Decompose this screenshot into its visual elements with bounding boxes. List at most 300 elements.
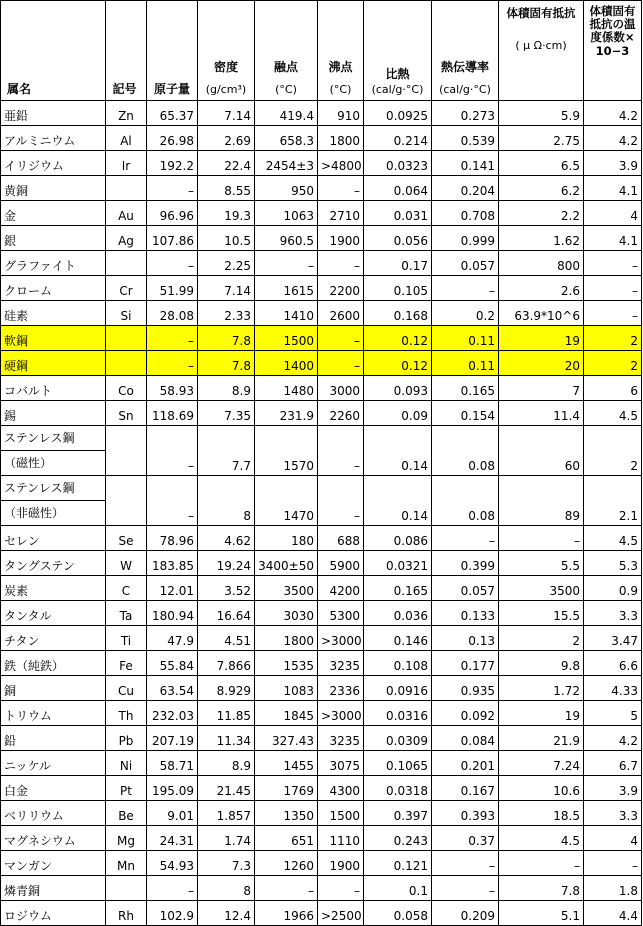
cell-name[interactable]: 銀: [1, 226, 106, 251]
cell-symbol[interactable]: Mg: [106, 826, 147, 851]
cell-density[interactable]: 7.14: [198, 276, 255, 301]
cell-resistivity[interactable]: 2.2: [499, 201, 584, 226]
cell-boiling-point[interactable]: 2260: [318, 401, 364, 426]
cell-atomic-weight[interactable]: 9.01: [147, 801, 198, 826]
cell-specific-heat[interactable]: 0.243: [364, 826, 432, 851]
cell-temp-coeff[interactable]: 2: [584, 326, 642, 351]
cell-specific-heat[interactable]: 0.0925: [364, 101, 432, 126]
cell-temp-coeff[interactable]: 4.5: [584, 526, 642, 551]
cell-thermal-conductivity[interactable]: 0.2: [432, 301, 499, 326]
cell-thermal-conductivity[interactable]: 0.708: [432, 201, 499, 226]
cell-specific-heat[interactable]: 0.146: [364, 626, 432, 651]
cell-resistivity[interactable]: 4.5: [499, 826, 584, 851]
cell-symbol[interactable]: Fe: [106, 651, 147, 676]
cell-temp-coeff[interactable]: 4.2: [584, 101, 642, 126]
cell-atomic-weight[interactable]: 183.85: [147, 551, 198, 576]
cell-boiling-point[interactable]: 4300: [318, 776, 364, 801]
cell-temp-coeff[interactable]: 6.6: [584, 651, 642, 676]
cell-temp-coeff[interactable]: 4.1: [584, 226, 642, 251]
cell-atomic-weight[interactable]: 118.69: [147, 401, 198, 426]
cell-melting-point[interactable]: 327.43: [255, 726, 318, 751]
cell-temp-coeff[interactable]: 3.3: [584, 601, 642, 626]
cell-specific-heat[interactable]: 0.214: [364, 126, 432, 151]
cell-atomic-weight[interactable]: –: [147, 876, 198, 901]
cell-melting-point[interactable]: 1410: [255, 301, 318, 326]
cell-specific-heat[interactable]: 0.14: [364, 426, 432, 476]
cell-density[interactable]: 19.3: [198, 201, 255, 226]
cell-resistivity[interactable]: 2.75: [499, 126, 584, 151]
cell-specific-heat[interactable]: 0.1065: [364, 751, 432, 776]
cell-melting-point[interactable]: 658.3: [255, 126, 318, 151]
cell-symbol[interactable]: Mn: [106, 851, 147, 876]
cell-name[interactable]: コバルト: [1, 376, 106, 401]
header-cell-resistivity[interactable]: [499, 1, 584, 101]
cell-specific-heat[interactable]: 0.168: [364, 301, 432, 326]
cell-specific-heat[interactable]: 0.12: [364, 351, 432, 376]
cell-density[interactable]: 4.62: [198, 526, 255, 551]
cell-atomic-weight[interactable]: –: [147, 426, 198, 476]
cell-density[interactable]: 8.929: [198, 676, 255, 701]
cell-symbol[interactable]: [106, 876, 147, 901]
cell-name[interactable]: アルミニウム: [1, 126, 106, 151]
cell-resistivity[interactable]: 6.5: [499, 151, 584, 176]
cell-temp-coeff[interactable]: –: [584, 276, 642, 301]
cell-specific-heat[interactable]: 0.036: [364, 601, 432, 626]
cell-resistivity[interactable]: 19: [499, 701, 584, 726]
cell-atomic-weight[interactable]: 51.99: [147, 276, 198, 301]
cell-symbol[interactable]: Cu: [106, 676, 147, 701]
cell-name[interactable]: 錫: [1, 401, 106, 426]
cell-density[interactable]: 11.85: [198, 701, 255, 726]
cell-density[interactable]: 1.857: [198, 801, 255, 826]
cell-resistivity[interactable]: 18.5: [499, 801, 584, 826]
cell-resistivity[interactable]: 1.62: [499, 226, 584, 251]
cell-symbol[interactable]: Au: [106, 201, 147, 226]
cell-melting-point[interactable]: 3030: [255, 601, 318, 626]
cell-symbol[interactable]: Ta: [106, 601, 147, 626]
cell-melting-point[interactable]: 419.4: [255, 101, 318, 126]
cell-specific-heat[interactable]: 0.17: [364, 251, 432, 276]
cell-boiling-point[interactable]: –: [318, 251, 364, 276]
cell-boiling-point[interactable]: –: [318, 476, 364, 526]
cell-melting-point[interactable]: 180: [255, 526, 318, 551]
cell-specific-heat[interactable]: 0.058: [364, 901, 432, 926]
cell-atomic-weight[interactable]: –: [147, 326, 198, 351]
cell-boiling-point[interactable]: 2710: [318, 201, 364, 226]
cell-resistivity[interactable]: 15.5: [499, 601, 584, 626]
cell-name[interactable]: 燐青銅: [1, 876, 106, 901]
cell-boiling-point[interactable]: 4200: [318, 576, 364, 601]
cell-temp-coeff[interactable]: 6: [584, 376, 642, 401]
cell-name[interactable]: 鉄（純鉄）: [1, 651, 106, 676]
cell-name[interactable]: 鉛: [1, 726, 106, 751]
cell-boiling-point[interactable]: 1110: [318, 826, 364, 851]
cell-melting-point[interactable]: 1480: [255, 376, 318, 401]
cell-name[interactable]: 金: [1, 201, 106, 226]
header-cell-melting-point[interactable]: [255, 1, 318, 101]
cell-temp-coeff[interactable]: 0.9: [584, 576, 642, 601]
cell-resistivity[interactable]: 60: [499, 426, 584, 476]
cell-density[interactable]: 8: [198, 476, 255, 526]
cell-melting-point[interactable]: 231.9: [255, 401, 318, 426]
header-cell-name[interactable]: [1, 1, 106, 101]
cell-boiling-point[interactable]: 2200: [318, 276, 364, 301]
cell-temp-coeff[interactable]: 5: [584, 701, 642, 726]
cell-specific-heat[interactable]: 0.108: [364, 651, 432, 676]
cell-thermal-conductivity[interactable]: 0.539: [432, 126, 499, 151]
cell-boiling-point[interactable]: 5300: [318, 601, 364, 626]
cell-boiling-point[interactable]: 3000: [318, 376, 364, 401]
header-cell-thermal-conductivity[interactable]: [432, 1, 499, 101]
cell-resistivity[interactable]: 7.8: [499, 876, 584, 901]
cell-atomic-weight[interactable]: 47.9: [147, 626, 198, 651]
cell-name[interactable]: 硅素: [1, 301, 106, 326]
cell-specific-heat[interactable]: 0.093: [364, 376, 432, 401]
cell-melting-point[interactable]: 1455: [255, 751, 318, 776]
cell-resistivity[interactable]: 5.1: [499, 901, 584, 926]
cell-name[interactable]: 硬鋼: [1, 351, 106, 376]
cell-symbol[interactable]: Cr: [106, 276, 147, 301]
header-cell-atomic-weight[interactable]: [147, 1, 198, 101]
cell-resistivity[interactable]: 2: [499, 626, 584, 651]
cell-temp-coeff[interactable]: 4: [584, 201, 642, 226]
cell-melting-point[interactable]: 1769: [255, 776, 318, 801]
cell-atomic-weight[interactable]: –: [147, 251, 198, 276]
cell-thermal-conductivity[interactable]: 0.399: [432, 551, 499, 576]
cell-melting-point[interactable]: 1470: [255, 476, 318, 526]
cell-thermal-conductivity[interactable]: –: [432, 526, 499, 551]
cell-density[interactable]: 1.74: [198, 826, 255, 851]
cell-resistivity[interactable]: 800: [499, 251, 584, 276]
cell-temp-coeff[interactable]: 4.33: [584, 676, 642, 701]
cell-thermal-conductivity[interactable]: 0.935: [432, 676, 499, 701]
cell-boiling-point[interactable]: –: [318, 426, 364, 476]
cell-boiling-point[interactable]: –: [318, 351, 364, 376]
cell-name[interactable]: 白金: [1, 776, 106, 801]
cell-thermal-conductivity[interactable]: 0.08: [432, 476, 499, 526]
cell-atomic-weight[interactable]: 232.03: [147, 701, 198, 726]
cell-density[interactable]: 8: [198, 876, 255, 901]
cell-thermal-conductivity[interactable]: 0.165: [432, 376, 499, 401]
cell-thermal-conductivity[interactable]: 0.084: [432, 726, 499, 751]
cell-symbol[interactable]: Th: [106, 701, 147, 726]
cell-atomic-weight[interactable]: 55.84: [147, 651, 198, 676]
cell-temp-coeff[interactable]: –: [584, 251, 642, 276]
cell-boiling-point[interactable]: 1800: [318, 126, 364, 151]
cell-name[interactable]: 炭素: [1, 576, 106, 601]
cell-symbol[interactable]: [106, 176, 147, 201]
cell-density[interactable]: 2.33: [198, 301, 255, 326]
cell-symbol[interactable]: [106, 351, 147, 376]
cell-melting-point[interactable]: 1800: [255, 626, 318, 651]
cell-name[interactable]: ロジウム: [1, 901, 106, 926]
cell-boiling-point[interactable]: –: [318, 176, 364, 201]
cell-symbol[interactable]: [106, 476, 147, 526]
cell-atomic-weight[interactable]: 102.9: [147, 901, 198, 926]
cell-resistivity[interactable]: 10.6: [499, 776, 584, 801]
cell-density[interactable]: 7.866: [198, 651, 255, 676]
cell-boiling-point[interactable]: 3235: [318, 726, 364, 751]
cell-name[interactable]: マグネシウム: [1, 826, 106, 851]
cell-temp-coeff[interactable]: 6.7: [584, 751, 642, 776]
cell-resistivity[interactable]: 11.4: [499, 401, 584, 426]
cell-thermal-conductivity[interactable]: 0.201: [432, 751, 499, 776]
cell-melting-point[interactable]: 1615: [255, 276, 318, 301]
cell-name[interactable]: チタン: [1, 626, 106, 651]
cell-atomic-weight[interactable]: 65.37: [147, 101, 198, 126]
cell-temp-coeff[interactable]: 3.9: [584, 151, 642, 176]
cell-name[interactable]: ベリリウム: [1, 801, 106, 826]
cell-atomic-weight[interactable]: 28.08: [147, 301, 198, 326]
cell-density[interactable]: 21.45: [198, 776, 255, 801]
cell-melting-point[interactable]: 3400±50: [255, 551, 318, 576]
cell-symbol[interactable]: Ti: [106, 626, 147, 651]
cell-atomic-weight[interactable]: 24.31: [147, 826, 198, 851]
cell-resistivity[interactable]: 7.24: [499, 751, 584, 776]
cell-boiling-point[interactable]: 3075: [318, 751, 364, 776]
cell-density[interactable]: 2.25: [198, 251, 255, 276]
cell-melting-point[interactable]: 1500: [255, 326, 318, 351]
cell-symbol[interactable]: Zn: [106, 101, 147, 126]
cell-thermal-conductivity[interactable]: 0.13: [432, 626, 499, 651]
cell-specific-heat[interactable]: 0.0309: [364, 726, 432, 751]
cell-temp-coeff[interactable]: 5.3: [584, 551, 642, 576]
cell-boiling-point[interactable]: –: [318, 876, 364, 901]
cell-density[interactable]: 7.8: [198, 326, 255, 351]
cell-specific-heat[interactable]: 0.12: [364, 326, 432, 351]
cell-temp-coeff[interactable]: 2: [584, 426, 642, 476]
cell-symbol[interactable]: C: [106, 576, 147, 601]
cell-temp-coeff[interactable]: 2: [584, 351, 642, 376]
header-cell-boiling-point[interactable]: [318, 1, 364, 101]
cell-boiling-point[interactable]: 1500: [318, 801, 364, 826]
cell-density[interactable]: 22.4: [198, 151, 255, 176]
cell-atomic-weight[interactable]: 78.96: [147, 526, 198, 551]
header-cell-specific-heat[interactable]: [364, 1, 432, 101]
cell-density[interactable]: 7.35: [198, 401, 255, 426]
cell-thermal-conductivity[interactable]: 0.273: [432, 101, 499, 126]
cell-resistivity[interactable]: 3500: [499, 576, 584, 601]
cell-specific-heat[interactable]: 0.031: [364, 201, 432, 226]
cell-name[interactable]: [1, 476, 106, 526]
cell-name[interactable]: 銅: [1, 676, 106, 701]
cell-thermal-conductivity[interactable]: 0.133: [432, 601, 499, 626]
cell-resistivity[interactable]: 63.9*10^6: [499, 301, 584, 326]
cell-boiling-point[interactable]: 5900: [318, 551, 364, 576]
cell-thermal-conductivity[interactable]: –: [432, 851, 499, 876]
cell-resistivity[interactable]: 19: [499, 326, 584, 351]
cell-name[interactable]: タンタル: [1, 601, 106, 626]
cell-density[interactable]: 7.3: [198, 851, 255, 876]
cell-thermal-conductivity[interactable]: 0.057: [432, 251, 499, 276]
cell-resistivity[interactable]: 21.9: [499, 726, 584, 751]
cell-melting-point[interactable]: 1845: [255, 701, 318, 726]
cell-melting-point[interactable]: –: [255, 876, 318, 901]
cell-density[interactable]: 16.64: [198, 601, 255, 626]
cell-thermal-conductivity[interactable]: 0.057: [432, 576, 499, 601]
cell-boiling-point[interactable]: >3000: [318, 701, 364, 726]
cell-resistivity[interactable]: 5.9: [499, 101, 584, 126]
cell-melting-point[interactable]: 1083: [255, 676, 318, 701]
cell-temp-coeff[interactable]: 4.1: [584, 176, 642, 201]
cell-symbol[interactable]: Be: [106, 801, 147, 826]
cell-temp-coeff[interactable]: –: [584, 301, 642, 326]
cell-symbol[interactable]: [106, 426, 147, 476]
cell-resistivity[interactable]: 6.2: [499, 176, 584, 201]
cell-atomic-weight[interactable]: 26.98: [147, 126, 198, 151]
cell-specific-heat[interactable]: 0.0316: [364, 701, 432, 726]
cell-atomic-weight[interactable]: 107.86: [147, 226, 198, 251]
cell-melting-point[interactable]: 1966: [255, 901, 318, 926]
cell-resistivity[interactable]: 7: [499, 376, 584, 401]
cell-symbol[interactable]: Pt: [106, 776, 147, 801]
cell-boiling-point[interactable]: 1900: [318, 851, 364, 876]
cell-name[interactable]: ニッケル: [1, 751, 106, 776]
cell-thermal-conductivity[interactable]: 0.11: [432, 351, 499, 376]
cell-resistivity[interactable]: 2.6: [499, 276, 584, 301]
cell-atomic-weight[interactable]: 96.96: [147, 201, 198, 226]
header-cell-temp-coeff[interactable]: [584, 1, 642, 101]
cell-atomic-weight[interactable]: –: [147, 476, 198, 526]
cell-specific-heat[interactable]: 0.0323: [364, 151, 432, 176]
cell-melting-point[interactable]: 2454±3: [255, 151, 318, 176]
cell-temp-coeff[interactable]: –: [584, 851, 642, 876]
cell-name[interactable]: イリジウム: [1, 151, 106, 176]
cell-density[interactable]: 2.69: [198, 126, 255, 151]
cell-boiling-point[interactable]: 688: [318, 526, 364, 551]
cell-resistivity[interactable]: 1.72: [499, 676, 584, 701]
cell-thermal-conductivity[interactable]: 0.204: [432, 176, 499, 201]
cell-thermal-conductivity[interactable]: 0.999: [432, 226, 499, 251]
cell-atomic-weight[interactable]: 58.71: [147, 751, 198, 776]
cell-name[interactable]: グラファイト: [1, 251, 106, 276]
cell-name[interactable]: 軟鋼: [1, 326, 106, 351]
cell-melting-point[interactable]: 1400: [255, 351, 318, 376]
cell-atomic-weight[interactable]: 192.2: [147, 151, 198, 176]
cell-melting-point[interactable]: 950: [255, 176, 318, 201]
cell-boiling-point[interactable]: 3235: [318, 651, 364, 676]
cell-thermal-conductivity[interactable]: 0.177: [432, 651, 499, 676]
cell-melting-point[interactable]: 1063: [255, 201, 318, 226]
cell-atomic-weight[interactable]: 63.54: [147, 676, 198, 701]
cell-symbol[interactable]: Rh: [106, 901, 147, 926]
cell-symbol[interactable]: Pb: [106, 726, 147, 751]
cell-temp-coeff[interactable]: 3.3: [584, 801, 642, 826]
cell-name[interactable]: タングステン: [1, 551, 106, 576]
cell-thermal-conductivity[interactable]: 0.08: [432, 426, 499, 476]
cell-name[interactable]: トリウム: [1, 701, 106, 726]
cell-specific-heat[interactable]: 0.0318: [364, 776, 432, 801]
header-cell-density[interactable]: [198, 1, 255, 101]
cell-boiling-point[interactable]: >4800: [318, 151, 364, 176]
cell-melting-point[interactable]: 1260: [255, 851, 318, 876]
cell-atomic-weight[interactable]: –: [147, 351, 198, 376]
cell-symbol[interactable]: Ag: [106, 226, 147, 251]
cell-density[interactable]: 8.9: [198, 376, 255, 401]
cell-thermal-conductivity[interactable]: 0.092: [432, 701, 499, 726]
cell-symbol[interactable]: Sn: [106, 401, 147, 426]
cell-density[interactable]: 19.24: [198, 551, 255, 576]
cell-thermal-conductivity[interactable]: 0.154: [432, 401, 499, 426]
cell-melting-point[interactable]: 1350: [255, 801, 318, 826]
cell-symbol[interactable]: [106, 251, 147, 276]
cell-resistivity[interactable]: –: [499, 851, 584, 876]
cell-symbol[interactable]: Si: [106, 301, 147, 326]
cell-temp-coeff[interactable]: 4.5: [584, 401, 642, 426]
cell-boiling-point[interactable]: 2336: [318, 676, 364, 701]
cell-name[interactable]: マンガン: [1, 851, 106, 876]
cell-symbol[interactable]: Ir: [106, 151, 147, 176]
cell-melting-point[interactable]: –: [255, 251, 318, 276]
cell-boiling-point[interactable]: 2600: [318, 301, 364, 326]
cell-atomic-weight[interactable]: 12.01: [147, 576, 198, 601]
cell-density[interactable]: 8.55: [198, 176, 255, 201]
cell-density[interactable]: 10.5: [198, 226, 255, 251]
cell-atomic-weight[interactable]: 207.19: [147, 726, 198, 751]
cell-temp-coeff[interactable]: 3.9: [584, 776, 642, 801]
cell-temp-coeff[interactable]: 4: [584, 826, 642, 851]
cell-resistivity[interactable]: 5.5: [499, 551, 584, 576]
cell-density[interactable]: 4.51: [198, 626, 255, 651]
cell-melting-point[interactable]: 960.5: [255, 226, 318, 251]
cell-melting-point[interactable]: 1570: [255, 426, 318, 476]
header-cell-symbol[interactable]: [106, 1, 147, 101]
cell-name[interactable]: [1, 426, 106, 476]
cell-atomic-weight[interactable]: 58.93: [147, 376, 198, 401]
cell-thermal-conductivity[interactable]: –: [432, 876, 499, 901]
cell-symbol[interactable]: Al: [106, 126, 147, 151]
cell-symbol[interactable]: Co: [106, 376, 147, 401]
cell-symbol[interactable]: [106, 326, 147, 351]
cell-resistivity[interactable]: 20: [499, 351, 584, 376]
cell-name[interactable]: 亜鉛: [1, 101, 106, 126]
cell-specific-heat[interactable]: 0.397: [364, 801, 432, 826]
cell-specific-heat[interactable]: 0.14: [364, 476, 432, 526]
cell-atomic-weight[interactable]: 180.94: [147, 601, 198, 626]
cell-melting-point[interactable]: 651: [255, 826, 318, 851]
cell-thermal-conductivity[interactable]: –: [432, 276, 499, 301]
cell-temp-coeff[interactable]: 4.2: [584, 126, 642, 151]
cell-specific-heat[interactable]: 0.0321: [364, 551, 432, 576]
cell-specific-heat[interactable]: 0.121: [364, 851, 432, 876]
cell-thermal-conductivity[interactable]: 0.209: [432, 901, 499, 926]
cell-thermal-conductivity[interactable]: 0.11: [432, 326, 499, 351]
cell-specific-heat[interactable]: 0.0916: [364, 676, 432, 701]
cell-density[interactable]: 7.8: [198, 351, 255, 376]
cell-density[interactable]: 12.4: [198, 901, 255, 926]
cell-boiling-point[interactable]: 910: [318, 101, 364, 126]
cell-specific-heat[interactable]: 0.056: [364, 226, 432, 251]
cell-symbol[interactable]: W: [106, 551, 147, 576]
cell-specific-heat[interactable]: 0.09: [364, 401, 432, 426]
cell-temp-coeff[interactable]: 1.8: [584, 876, 642, 901]
cell-symbol[interactable]: Se: [106, 526, 147, 551]
cell-specific-heat[interactable]: 0.086: [364, 526, 432, 551]
cell-name[interactable]: クローム: [1, 276, 106, 301]
cell-melting-point[interactable]: 3500: [255, 576, 318, 601]
cell-thermal-conductivity[interactable]: 0.37: [432, 826, 499, 851]
cell-atomic-weight[interactable]: –: [147, 176, 198, 201]
cell-temp-coeff[interactable]: 2.1: [584, 476, 642, 526]
cell-resistivity[interactable]: 9.8: [499, 651, 584, 676]
cell-specific-heat[interactable]: 0.1: [364, 876, 432, 901]
cell-name[interactable]: 黄銅: [1, 176, 106, 201]
cell-density[interactable]: 8.9: [198, 751, 255, 776]
cell-atomic-weight[interactable]: 195.09: [147, 776, 198, 801]
cell-temp-coeff[interactable]: 4.4: [584, 901, 642, 926]
cell-boiling-point[interactable]: >3000: [318, 626, 364, 651]
cell-density[interactable]: 7.7: [198, 426, 255, 476]
